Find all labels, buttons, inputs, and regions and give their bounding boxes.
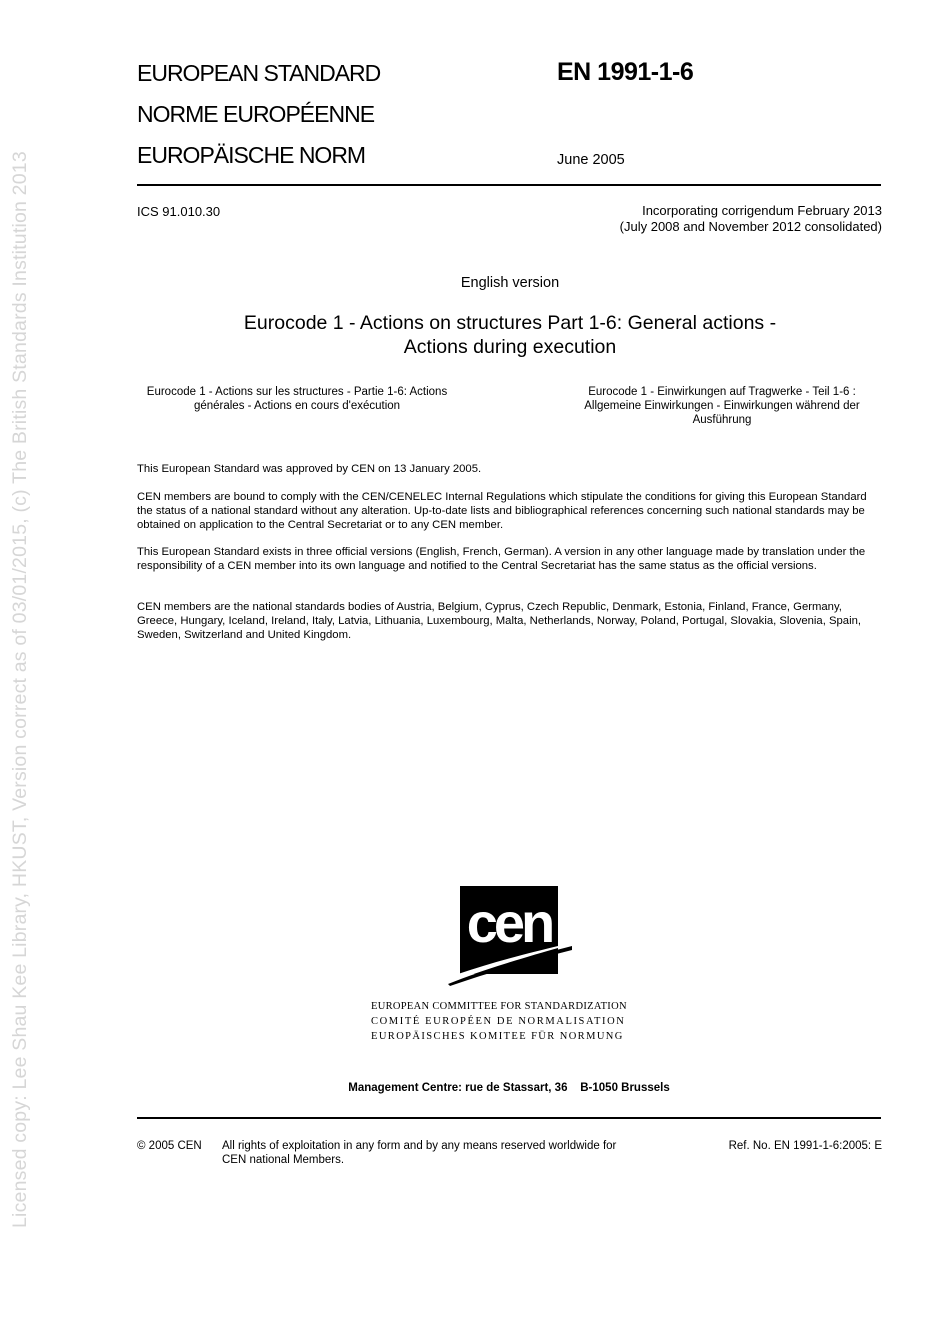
title-french: NORME EUROPÉENNE: [137, 101, 375, 127]
document-title-line-2: Actions during execution: [403, 336, 617, 358]
publication-date: June 2005: [557, 152, 625, 168]
french-title: Eurocode 1 - Actions sur les structures - Partie 1-6: Actions générales - Actions en cours d'exécution: [146, 386, 448, 412]
committee-french: COMITÉ EUROPÉEN DE NORMALISATION: [371, 1016, 626, 1027]
compliance-paragraph: CEN members are bound to comply with the CEN/CENELEC Internal Regulations which stipulate the conditions for giving this European Standard the status of a national standard without any alteration. Up-to-date lists and bibliographical references concerning such national standards may be obtained on application to the Central Secretariat or to any CEN member.: [137, 491, 867, 531]
standard-number: EN 1991-1-6: [557, 58, 694, 86]
copyright: © 2005 CEN: [137, 1140, 202, 1152]
title-german: EUROPÄISCHE NORM: [137, 142, 366, 168]
german-title: Eurocode 1 - Einwirkungen auf Tragwerke - Teil 1-6 : Allgemeine Einwirkungen - Einwirkungen während der Ausführung: [584, 386, 860, 426]
corrigendum-note: [620, 203, 882, 235]
committee-german: EUROPÄISCHES KOMITEE FÜR NORMUNG: [371, 1031, 624, 1042]
corrigendum-line-1: Incorporating corrigendum February 2013: [642, 203, 882, 218]
document-title-line-1: Eurocode 1 - Actions on structures Part 1-6: General actions -: [243, 312, 777, 334]
members-paragraph: CEN members are the national standards bodies of Austria, Belgium, Cyprus, Czech Republic, Denmark, Estonia, Finland, France, Germany, Greece, Hungary, Iceland, Ireland, Italy, Latvia, Lithuania, Luxembourg, Malta, Netherlands, Norway, Poland, Portugal, Slovakia, Slovenia, Spain, Sweden, Switzerland and United Kingdom.: [137, 601, 862, 641]
versions-paragraph: This European Standard exists in three official versions (English, French, German). A version in any other language made by translation under the responsibility of a CEN member into its own language and notified to the Central Secretariat has the same status as the official versions.: [137, 546, 866, 572]
rights-statement: All rights of exploitation in any form and by any means reserved worldwide for CEN national Members.: [222, 1140, 617, 1166]
corrigendum-line-2: (July 2008 and November 2012 consolidated): [619, 219, 882, 234]
management-centre: Management Centre: rue de Stassart, 36 B-1050 Brussels: [348, 1082, 670, 1094]
footer-divider: [137, 1117, 881, 1119]
version-label: English version: [460, 275, 560, 291]
ics-code: ICS 91.010.30: [137, 204, 221, 219]
document-title: [190, 311, 830, 359]
committee-english: EUROPEAN COMMITTEE FOR STANDARDIZATION: [371, 1001, 627, 1012]
license-watermark: Licensed copy: Lee Shau Kee Library, HKUST, Version correct as of 03/01/2015, (c) The British Standards Institution 2013: [9, 151, 31, 1228]
header-divider: [137, 184, 881, 186]
reference-number: Ref. No. EN 1991-1-6:2005: E: [728, 1140, 882, 1152]
cen-logo-text: cen: [466, 891, 552, 954]
cen-logo-icon: [448, 886, 573, 986]
committee-names: [371, 999, 627, 1044]
title-english: EUROPEAN STANDARD: [137, 60, 381, 86]
approval-paragraph: This European Standard was approved by CEN on 13 January 2005.: [137, 463, 482, 475]
